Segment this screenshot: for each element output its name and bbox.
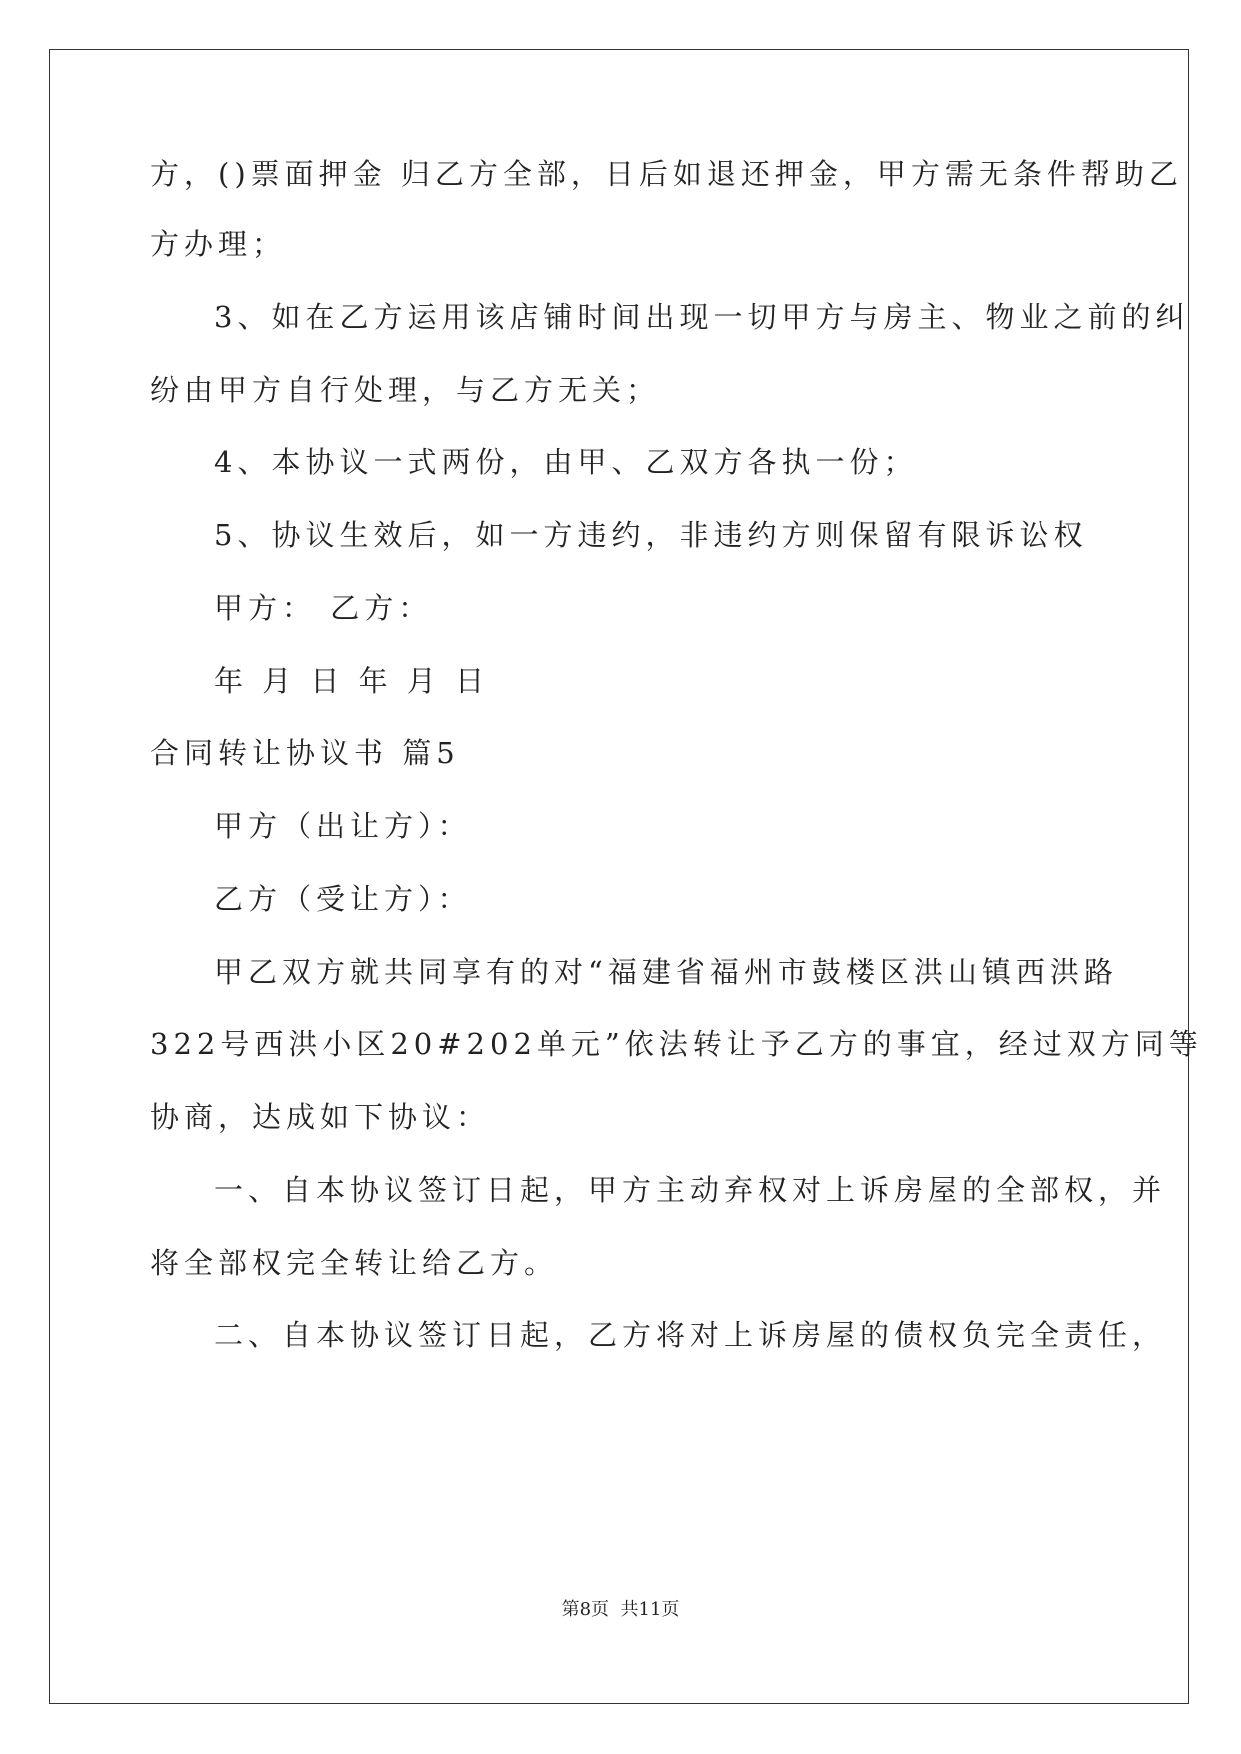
signature-date-line: 年 月 日 年 月 日: [214, 664, 490, 698]
body-line-4: 纷由甲方自行处理，与乙方无关；: [150, 373, 661, 407]
body-line-17: 二、自本协议签订日起，乙方将对上诉房屋的债权负完全责任，: [214, 1318, 1167, 1352]
page-number-label: 第8页 共11页: [561, 1599, 680, 1620]
section-heading: 合同转让协议书 篇5: [150, 736, 460, 770]
body-line-16: 将全部权完全转让给乙方。: [150, 1246, 559, 1280]
body-line-6: 5、协议生效后，如一方违约，非违约方则保留有限诉讼权: [214, 518, 1088, 552]
body-line-5: 4、本协议一式两份，由甲、乙双方各执一份；: [214, 445, 918, 479]
body-line-12: 甲乙双方就共同享有的对“福建省福州市鼓楼区洪山镇西洪路: [214, 955, 1118, 989]
signature-parties-line: 甲方： 乙方：: [214, 591, 433, 625]
party-b-line: 乙方（受让方）：: [214, 882, 472, 916]
body-line-14: 协商，达成如下协议：: [150, 1100, 491, 1134]
body-line-1: 方，()票面押金 归乙方全部，日后如退还押金，甲方需无条件帮助乙: [150, 157, 1183, 191]
body-line-3: 3、如在乙方运用该店铺时间出现一切甲方与房主、物业之前的纠: [214, 300, 1190, 334]
party-a-line: 甲方（出让方）：: [214, 809, 472, 843]
body-line-13: 322号西洪小区20#202单元”依法转让予乙方的事宜，经过双方同等: [150, 1027, 1203, 1061]
body-line-2: 方办理；: [150, 227, 287, 261]
page-footer: [0, 1598, 1241, 1622]
body-line-15: 一、自本协议签订日起，甲方主动弃权对上诉房屋的全部权，并: [214, 1173, 1167, 1207]
